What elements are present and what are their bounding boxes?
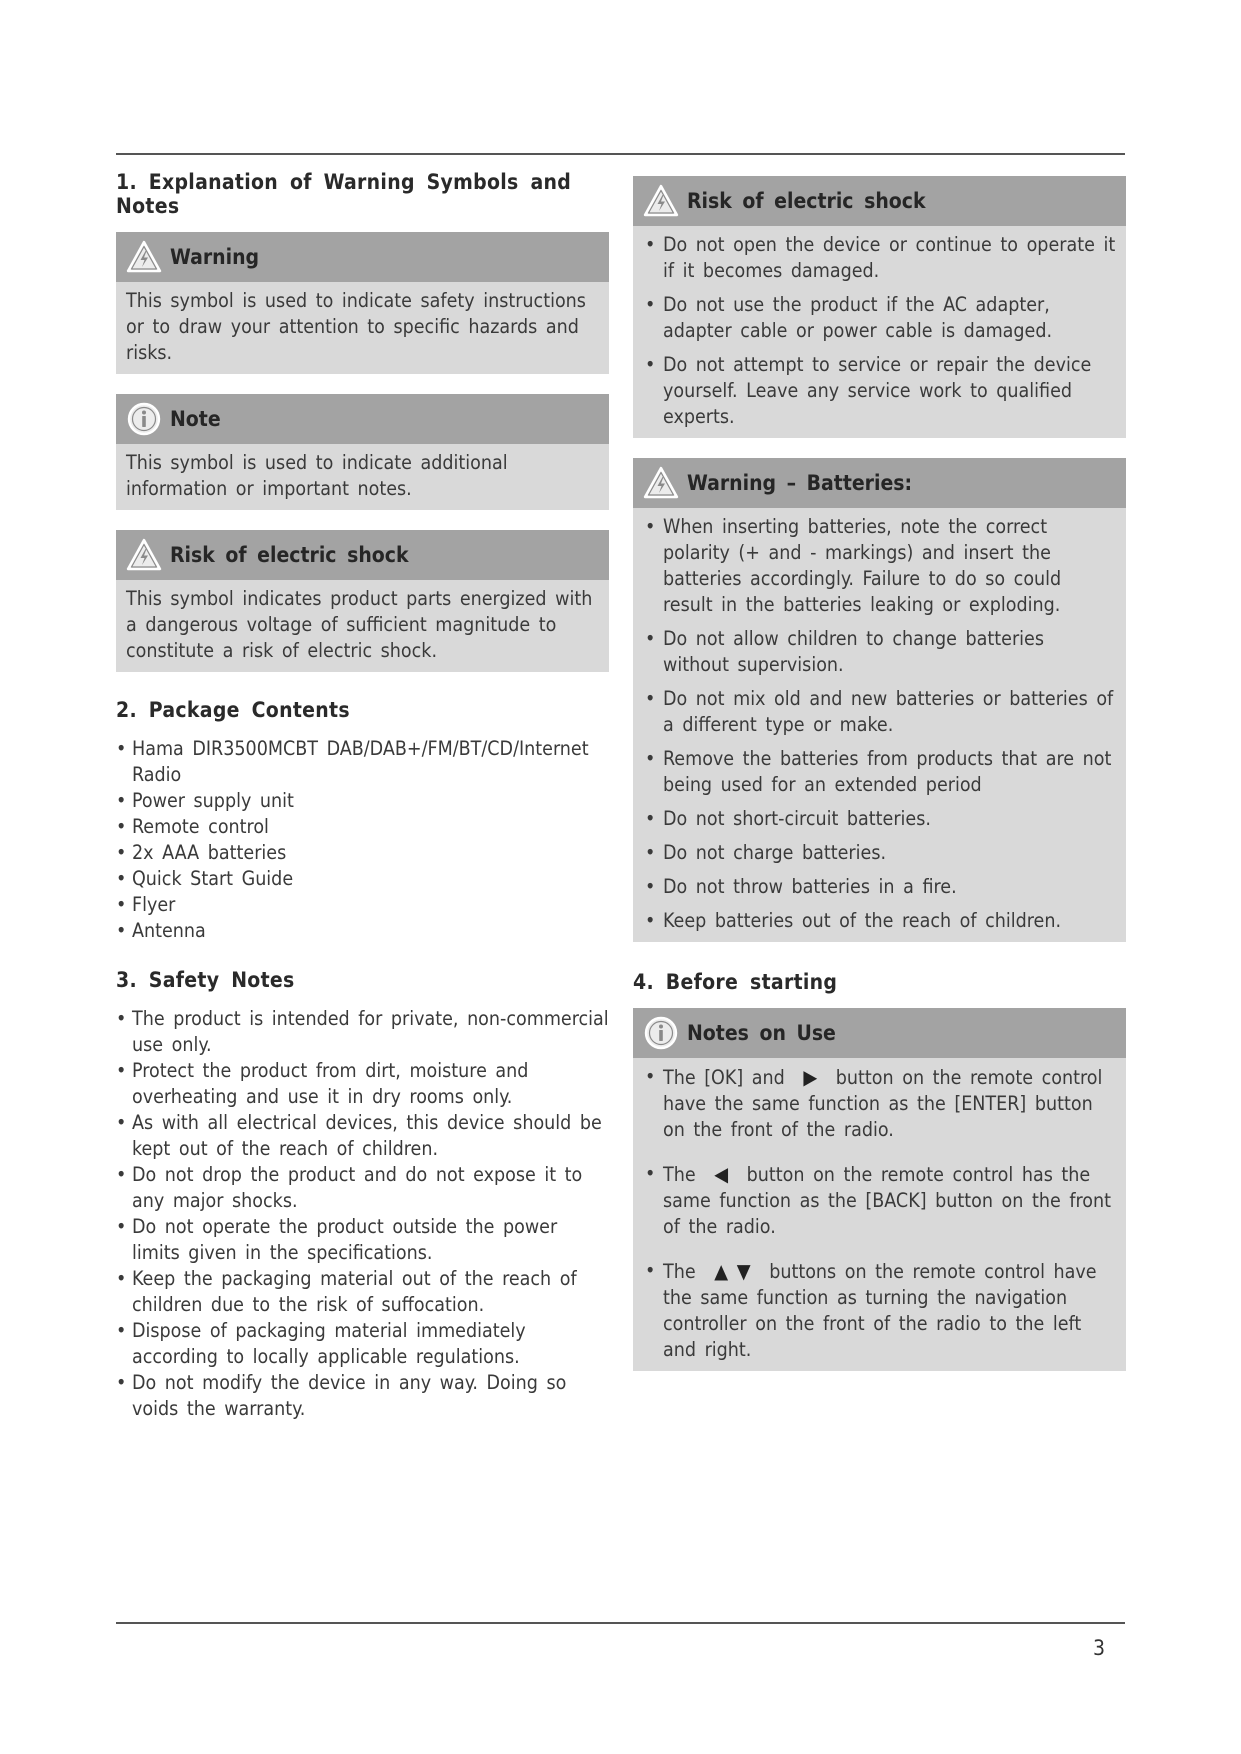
electric-shock-box-body [633,226,1126,438]
electric-shock-list [643,232,1116,430]
section-2-title: 2. Package Contents [116,698,350,722]
batteries-warning-box-header [633,458,1126,508]
warning-triangle-icon [643,183,679,219]
electric-shock-box-title: Risk of electric shock [687,189,926,213]
shock-symbol-box [116,530,609,672]
list-item: • 2x AAA batteries [116,840,609,866]
section-1-title: 1. Explanation of Warning Symbols and Notes [116,170,572,218]
notes-on-use-list [643,1064,1116,1363]
right-column [633,176,1126,1391]
note-box [116,394,609,510]
batteries-warning-box-title: Warning – Batteries: [687,471,913,495]
list-item: • Antenna [116,918,609,944]
electric-shock-box [633,176,1126,438]
page-number: 3 [1092,1636,1105,1660]
note-text-post: button on the remote control has the same function as the [BACK] button on the front of the radio. [663,1163,1112,1238]
list-item: • Keep the packaging material out of the reach of children due to the risk of suffocation. [116,1266,609,1318]
left-column [116,170,609,1446]
notes-on-use-box-title: Notes on Use [687,1021,836,1045]
notes-on-use-box-body [633,1058,1126,1371]
warning-triangle-icon [126,537,162,573]
note-box-text: This symbol is used to indicate additional information or important notes. [116,444,609,510]
list-item: • When inserting batteries, note the correct polarity (+ and - markings) and insert the batteries accordingly. Failure to do so could result in the batteries leaking or exploding. [643,514,1116,618]
notes-on-use-box [633,1008,1126,1371]
list-item [643,1064,1116,1143]
info-circle-icon [643,1015,679,1051]
list-item: • Do not charge batteries. [643,840,1116,866]
warning-triangle-icon [126,239,162,275]
note-text-post: button on the remote control have the same function as the [ENTER] button on the front of the radio. [663,1066,1103,1141]
list-item: • Power supply unit [116,788,609,814]
batteries-warning-list [643,514,1116,934]
batteries-warning-box-body [633,508,1126,942]
warning-box [116,232,609,374]
list-item [643,1161,1116,1240]
list-item: • Do not operate the product outside the power limits given in the specifications. [116,1214,609,1266]
list-item: • Do not open the device or continue to operate it if it becomes damaged. [643,232,1116,284]
shock-symbol-box-text: This symbol indicates product parts energized with a dangerous voltage of sufficient magnitude to constitute a risk of electric shock. [116,580,609,672]
section-4-title: 4. Before starting [633,970,838,994]
list-item: • Do not attempt to service or repair the device yourself. Leave any service work to qualified experts. [643,352,1116,430]
note-box-title: Note [170,407,221,431]
list-item: • The product is intended for private, non-commercial use only. [116,1006,609,1058]
list-item: • As with all electrical devices, this device should be kept out of the reach of children. [116,1110,609,1162]
top-rule [116,153,1125,155]
list-item: • Do not short-circuit batteries. [643,806,1116,832]
list-item: • Do not modify the device in any way. Doing so voids the warranty. [116,1370,609,1422]
package-contents-list [116,736,609,944]
list-item: • Do not throw batteries in a fire. [643,874,1116,900]
list-item: • Keep batteries out of the reach of children. [643,908,1116,934]
shock-symbol-box-title: Risk of electric shock [170,543,409,567]
list-item: • Do not allow children to change batteries without supervision. [643,626,1116,678]
list-item: • Dispose of packaging material immediately according to locally applicable regulations. [116,1318,609,1370]
list-item: • Do not use the product if the AC adapter, adapter cable or power cable is damaged. [643,292,1116,344]
shock-symbol-box-header [116,530,609,580]
list-item: • Quick Start Guide [116,866,609,892]
play-arrow-icon: ▶ [803,1065,818,1089]
list-item: • Flyer [116,892,609,918]
list-item: • Remove the batteries from products that are not being used for an extended period [643,746,1116,798]
safety-notes-list [116,1006,609,1422]
batteries-warning-box [633,458,1126,942]
list-item: • Do not drop the product and do not expose it to any major shocks. [116,1162,609,1214]
list-item: • Remote control [116,814,609,840]
back-arrow-icon: ◀ [714,1162,729,1186]
note-text-pre: The [663,1260,696,1283]
warning-triangle-icon [643,465,679,501]
warning-box-title: Warning [170,245,260,269]
note-text-post: buttons on the remote control have the same function as turning the navigation controller on the front of the radio to the left and right. [663,1260,1097,1361]
list-item: • Hama DIR3500MCBT DAB/DAB+/FM/BT/CD/Internet Radio [116,736,609,788]
list-item [643,1258,1116,1363]
bottom-rule [116,1622,1125,1624]
electric-shock-box-header [633,176,1126,226]
note-text-pre: The [663,1163,696,1186]
note-text-pre: The [OK] and [663,1066,785,1089]
warning-box-text: This symbol is used to indicate safety instructions or to draw your attention to specific hazards and risks. [116,282,609,374]
warning-box-header [116,232,609,282]
notes-on-use-box-header [633,1008,1126,1058]
up-down-arrow-icon: ▲ ▼ [714,1259,751,1283]
info-circle-icon [126,401,162,437]
note-box-header [116,394,609,444]
list-item: • Do not mix old and new batteries or batteries of a different type or make. [643,686,1116,738]
list-item: • Protect the product from dirt, moisture and overheating and use it in dry rooms only. [116,1058,609,1110]
section-3-title: 3. Safety Notes [116,968,295,992]
